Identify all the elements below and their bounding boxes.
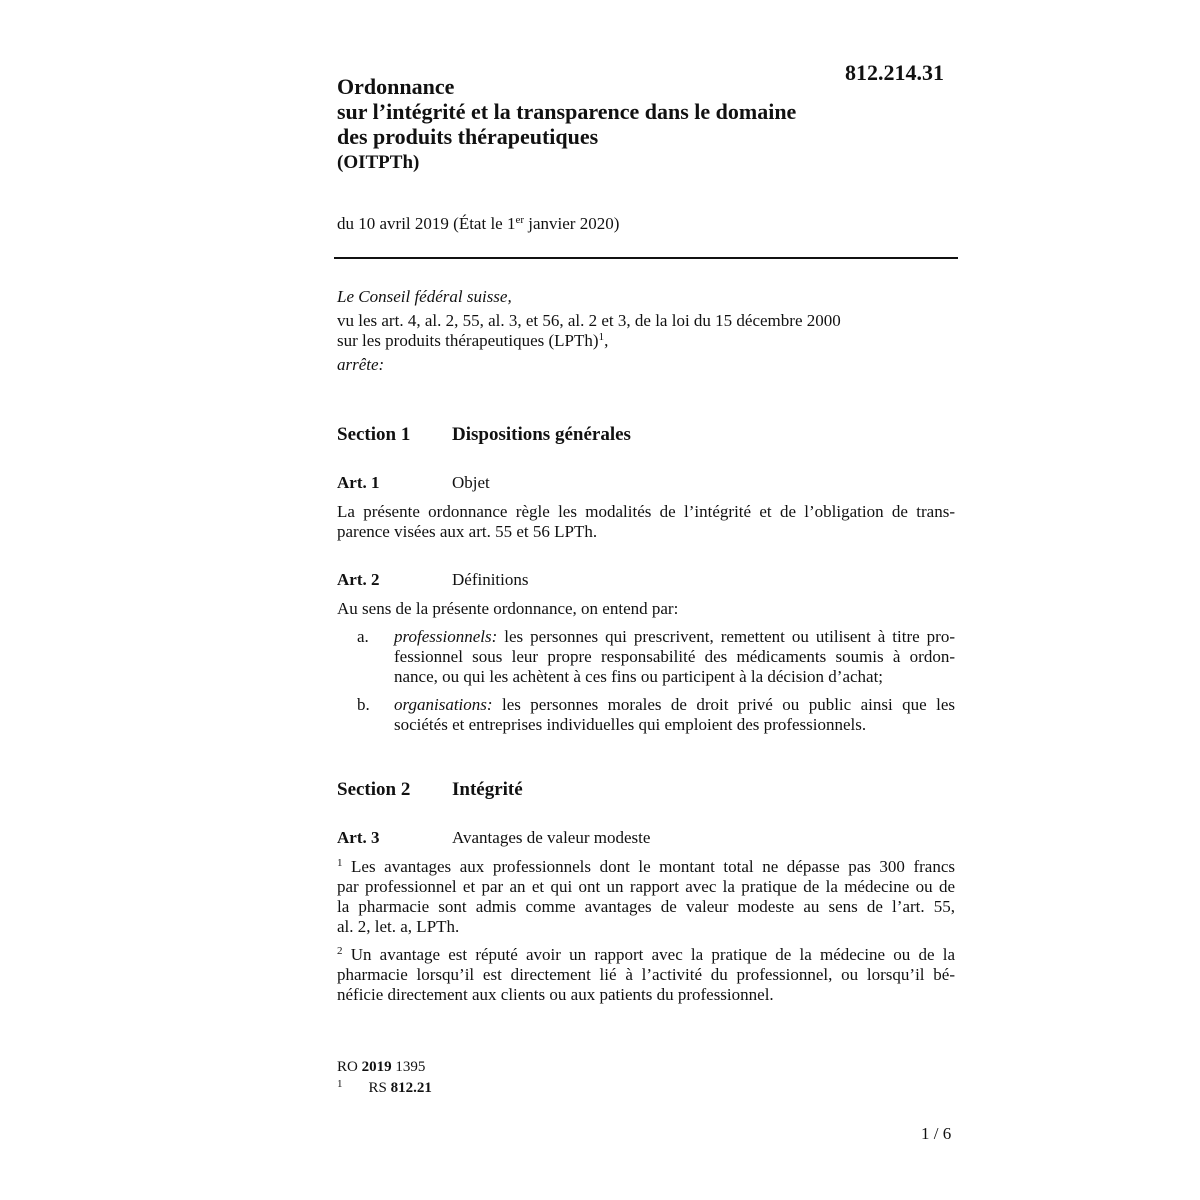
page-number: 1 / 6 <box>921 1124 952 1143</box>
section-title: Intégrité <box>452 779 523 800</box>
article-paragraph: Au sens de la présente ordonnance, on entend par: <box>337 599 679 618</box>
list-marker: b. <box>357 695 370 714</box>
article-paragraph: $^1$ Les avantages aux professionnels dont le montant total ne dépasse pas 300 francs par professionnel et par an et qui ont un rapport avec la pratique de la médecine ou de la pharmacie sont admis comme avantages de valeur modeste au sens de l’art. 55, al. 2, let. a, LPTh. <box>337 857 955 936</box>
preamble <box>337 287 957 375</box>
date-prefix: du 10 avril 2019 (État le 1 <box>337 214 516 233</box>
article-label: Art. 1 <box>337 473 380 492</box>
document-abbreviation: (OITPTh) <box>337 152 420 173</box>
preamble-basis-line: sur les produits thérapeutiques (LPTh)$^1$, <box>337 331 609 350</box>
footnote: $^1$ RS 812.21 <box>337 1078 432 1096</box>
preamble-basis-line: vu les art. 4, al. 2, 55, al. 3, et 56, al. 2 et 3, de la loi du 15 décembre 2000 <box>337 311 841 330</box>
section-label: Section 1 <box>337 424 411 445</box>
paragraph-number: 2 <box>337 945 343 957</box>
document-title <box>337 74 877 149</box>
section-title: Dispositions générales <box>452 424 631 445</box>
date-superscript: er <box>515 214 525 226</box>
list-item: b. organisations: les personnes morales de droit privé ou public ainsi que les sociétés et entreprises individuelles qui emploient des professionnels. <box>357 695 955 734</box>
article-label: Art. 2 <box>337 570 380 589</box>
document-date <box>337 214 619 234</box>
definition-term: organisations: <box>394 695 493 714</box>
paragraph-number: 1 <box>337 857 343 869</box>
article-title: Objet <box>452 473 490 492</box>
document-number: 812.214.31 <box>845 60 944 85</box>
list-marker: a. <box>357 627 369 646</box>
footnote-ref[interactable]: 1 <box>598 331 605 343</box>
list-item: a. professionnels: les personnes qui prescrivent, remettent ou utilisent à titre pro- fessionnel sous leur propre responsabilité des médicaments soumis à ordon- nance, ou qui les achètent à ces fins ou participent à la décision d’achat; <box>357 627 955 686</box>
section-label: Section 2 <box>337 779 411 800</box>
definition-term: professionnels: <box>394 627 498 646</box>
article-title: Définitions <box>452 570 529 589</box>
title-line: Ordonnance <box>337 74 455 99</box>
date-suffix: janvier 2020) <box>524 214 620 233</box>
publication-reference: RO 2019 1395 <box>337 1059 426 1075</box>
preamble-decree: arrête: <box>337 355 385 374</box>
footnote-marker: 1 <box>337 1078 343 1090</box>
article-paragraph: La présente ordonnance règle les modalités de l’intégrité et de l’obligation de trans- parence visées aux art. 55 et 56 LPTh. <box>337 502 955 541</box>
title-line: des produits thérapeutiques <box>337 124 599 149</box>
article-paragraph: $^2$ Un avantage est réputé avoir un rapport avec la pratique de la médecine ou de la pharmacie lorsqu’il est directement lié à l’activité du professionnel, ou lorsqu’il bé- néficie directement aux clients ou aux patients du professionnel. <box>337 945 955 1004</box>
article-title: Avantages de valeur modeste <box>452 828 651 847</box>
header-divider <box>334 257 958 259</box>
article-label: Art. 3 <box>337 828 380 847</box>
preamble-authority: Le Conseil fédéral suisse, <box>337 287 512 306</box>
title-line: sur l’intégrité et la transparence dans le domaine <box>337 99 797 124</box>
